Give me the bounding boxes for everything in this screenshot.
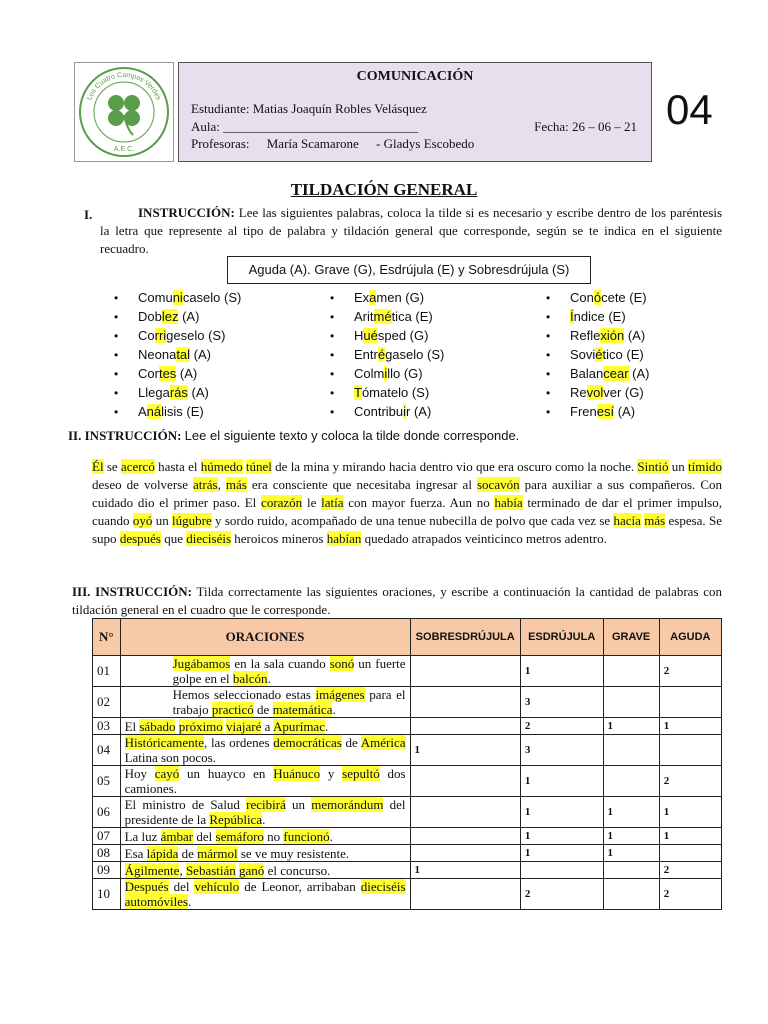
count-aguda[interactable]: 2 (659, 879, 721, 910)
count-aguda[interactable]: 1 (659, 828, 721, 845)
count-sobresdrujula[interactable] (410, 828, 520, 845)
sentence-cell: Hemos seleccionado estas imágenes para el trabajo practicó de matemática. (120, 687, 410, 718)
word-list-item: • Tómatelo (S) (330, 383, 444, 402)
sentence-cell: Jugábamos en la sala cuando sonó un fuerte golpe en el balcón. (120, 656, 410, 687)
col-header-aguda: AGUDA (659, 619, 721, 656)
table-row (93, 656, 722, 687)
clover-logo-icon (75, 63, 173, 161)
row-number: 06 (93, 797, 121, 828)
sentence-cell: Ágilmente, Sebastián ganó el concurso. (120, 862, 410, 879)
count-sobresdrujula[interactable] (410, 718, 520, 735)
word-list-item: • Comunicaselo (S) (114, 288, 241, 307)
reading-paragraph: Él se acercó hasta el húmedo túnel de la mina y mirando hacia dentro vio que era oscuro como la noche. Sintió un tímido deseo de volverse atrás, más era consciente que necesitaba ingresar al socavón para auxiliar a sus compañeros. Con cuidado dio el primer paso. El corazón le latía con mayor fuerza. Aun no había terminado de dar el primer impulso, cuando oyó un lúgubre y sordo ruido, acompañado de una tenue nubecilla de polvo que cada vez se hacía más espesa. Se supo después que dieciséis heroicos mineros habían quedado atrapados veinticinco metros adentro. (92, 459, 723, 546)
count-esdrujula[interactable]: 3 (520, 735, 603, 766)
aula-field: Aula: ______________________________ (191, 119, 419, 134)
count-esdrujula[interactable]: 3 (520, 687, 603, 718)
section-1-number: I. (84, 207, 93, 222)
count-grave[interactable]: 1 (603, 718, 659, 735)
section-1-instruction: INSTRUCCIÓN: Lee las siguientes palabras, coloca la tilde si es necesario y escribe dentro de los paréntesis la letra que represente al tipo de palabra y tildación general que corresponde, según se te indica en el siguiente recuadro. (100, 205, 722, 256)
word-column-2 (330, 288, 444, 421)
count-esdrujula[interactable]: 1 (520, 656, 603, 687)
word-list-item: • Corrigeselo (S) (114, 326, 241, 345)
table-row (93, 797, 722, 828)
sentence-cell: Esa lápida de mármol se ve muy resistente. (120, 845, 410, 862)
count-grave[interactable]: 1 (603, 845, 659, 862)
count-grave[interactable]: 1 (603, 828, 659, 845)
svg-text:Los Cuatro Campos Verdes: Los Cuatro Campos Verdes (86, 71, 162, 102)
row-number: 08 (93, 845, 121, 862)
subject-title: COMUNICACIÓN (356, 69, 474, 84)
word-list-item: • Contribuir (A) (330, 402, 444, 421)
word-list-item: • Índice (E) (546, 307, 650, 326)
count-sobresdrujula[interactable] (410, 879, 520, 910)
word-list-item: • Cortes (A) (114, 364, 241, 383)
word-list-item: • Colmillo (G) (330, 364, 444, 383)
table-row (93, 735, 722, 766)
word-list-item: • Doblez (A) (114, 307, 241, 326)
teachers-line (191, 136, 474, 152)
date-field: Fecha: 26 – 06 – 21 (534, 119, 637, 134)
sentences-table (92, 618, 722, 910)
count-aguda[interactable]: 2 (659, 862, 721, 879)
word-column-1 (114, 288, 241, 421)
count-aguda[interactable]: 2 (659, 766, 721, 797)
row-number: 04 (93, 735, 121, 766)
svg-text:A.E.C.: A.E.C. (113, 146, 135, 153)
count-grave[interactable] (603, 735, 659, 766)
teacher-2: - Gladys Escobedo (376, 136, 475, 151)
teacher-1: María Scamarone (266, 136, 359, 151)
count-aguda[interactable]: 1 (659, 797, 721, 828)
section-2-instruction: II. INSTRUCCIÓN: Lee el siguiente texto y coloca la tilde donde corresponde. (68, 428, 520, 443)
word-column-3 (546, 288, 650, 421)
word-list-item: • Neonatal (A) (114, 345, 241, 364)
word-list-item: • Balancear (A) (546, 364, 650, 383)
student-name: Estudiante: Matias Joaquín Robles Velásquez (191, 101, 427, 116)
worksheet-number: 04 (666, 86, 713, 133)
count-aguda[interactable]: 1 (659, 718, 721, 735)
count-sobresdrujula[interactable] (410, 797, 520, 828)
row-number: 03 (93, 718, 121, 735)
count-esdrujula[interactable]: 2 (520, 879, 603, 910)
count-sobresdrujula[interactable] (410, 766, 520, 797)
count-grave[interactable] (603, 656, 659, 687)
table-row (93, 862, 722, 879)
header-info-box (178, 62, 652, 162)
word-list-item: • Aritmética (E) (330, 307, 444, 326)
row-number: 09 (93, 862, 121, 879)
word-list-item: • Entrégaselo (S) (330, 345, 444, 364)
table-row (93, 687, 722, 718)
legend-box: Aguda (A). Grave (G), Esdrújula (E) y Sobresdrújula (S) (227, 256, 591, 284)
row-number: 05 (93, 766, 121, 797)
count-grave[interactable] (603, 687, 659, 718)
count-sobresdrujula[interactable] (410, 656, 520, 687)
col-header-esdrujula: ESDRÚJULA (520, 619, 603, 656)
table-row (93, 879, 722, 910)
table-row (93, 718, 722, 735)
col-header-grave: GRAVE (603, 619, 659, 656)
row-number: 01 (93, 656, 121, 687)
table-row (93, 828, 722, 845)
count-sobresdrujula[interactable] (410, 845, 520, 862)
count-esdrujula[interactable]: 1 (520, 797, 603, 828)
word-list-item: • Llegarás (A) (114, 383, 241, 402)
count-aguda[interactable]: 2 (659, 656, 721, 687)
count-esdrujula[interactable]: 1 (520, 828, 603, 845)
word-list-item: • Revolver (G) (546, 383, 650, 402)
count-esdrujula[interactable]: 1 (520, 845, 603, 862)
count-grave[interactable] (603, 766, 659, 797)
sentence-cell: Históricamente, las ordenes democráticas de América Latina son pocos. (120, 735, 410, 766)
sentence-cell: Después del vehículo de Leonor, arribaban dieciséis automóviles. (120, 879, 410, 910)
sentence-cell: Hoy cayó un huayco en Huánuco y sepultó dos camiones. (120, 766, 410, 797)
count-grave[interactable] (603, 879, 659, 910)
row-number: 10 (93, 879, 121, 910)
col-header-sentences: ORACIONES (120, 619, 410, 656)
col-header-sobresdrujula: SOBRESDRÚJULA (410, 619, 520, 656)
school-logo (74, 62, 174, 162)
count-esdrujula[interactable]: 2 (520, 718, 603, 735)
word-list-item: • Huésped (G) (330, 326, 444, 345)
teachers-label: Profesoras: (191, 136, 250, 151)
count-sobresdrujula[interactable]: 1 (410, 862, 520, 879)
word-list-item: • Soviético (E) (546, 345, 650, 364)
count-aguda[interactable] (659, 735, 721, 766)
sentence-cell: La luz ámbar del semáforo no funcionó. (120, 828, 410, 845)
count-esdrujula[interactable] (520, 862, 603, 879)
sentence-cell: El ministro de Salud recibirá un memorándum del presidente de la República. (120, 797, 410, 828)
count-sobresdrujula[interactable]: 1 (410, 735, 520, 766)
word-list-item: • Examen (G) (330, 288, 444, 307)
count-grave[interactable] (603, 862, 659, 879)
table-header-row (93, 619, 722, 656)
table-row (93, 845, 722, 862)
count-grave[interactable]: 1 (603, 797, 659, 828)
sentence-cell: El sábado próximo viajaré a Apurímac. (120, 718, 410, 735)
count-esdrujula[interactable]: 1 (520, 766, 603, 797)
col-header-number: N° (93, 619, 121, 656)
page-title: TILDACIÓN GENERAL (290, 180, 478, 199)
section-3-instruction: III. INSTRUCCIÓN: Tilda correctamente las siguientes oraciones, y escribe a continuación la cantidad de palabras con tildación general en el cuadro que le corresponde. (72, 584, 723, 617)
word-list-item: • Reflexión (A) (546, 326, 650, 345)
count-aguda[interactable] (659, 687, 721, 718)
row-number: 07 (93, 828, 121, 845)
word-list-item: • Conócete (E) (546, 288, 650, 307)
count-aguda[interactable] (659, 845, 721, 862)
row-number: 02 (93, 687, 121, 718)
word-list-item: • Análisis (E) (114, 402, 241, 421)
count-sobresdrujula[interactable] (410, 687, 520, 718)
table-row (93, 766, 722, 797)
word-list-item: • Frenesí (A) (546, 402, 650, 421)
